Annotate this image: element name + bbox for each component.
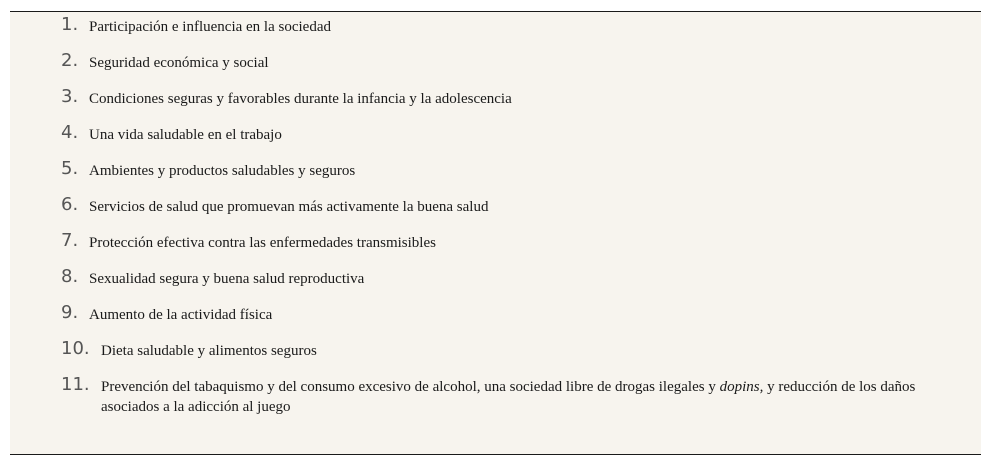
item-number: 2. (61, 50, 79, 71)
item-text: Protección efectiva contra las enfermedades transmisibles (89, 235, 436, 251)
item-text: Una vida saludable en el trabajo (89, 127, 282, 143)
item-number: 5. (61, 158, 79, 179)
item-number: 10. (61, 338, 90, 359)
item-text: Condiciones seguras y favorables durante la infancia y la adolescencia (89, 91, 512, 107)
item-number: 3. (61, 86, 79, 107)
item-text: Seguridad económica y social (89, 55, 269, 71)
item-text: Ambientes y productos saludables y seguros (89, 163, 356, 179)
item-text: Dieta saludable y alimentos seguros (101, 343, 317, 359)
item-text: Servicios de salud que promuevan más activamente la buena salud (89, 199, 489, 215)
item-number: 1. (61, 14, 79, 35)
item-text-part: Prevención del tabaquismo y del consumo excesivo de alcohol, una sociedad libre de drogas ilegales y (101, 379, 720, 395)
item-text: Participación e influencia en la sociedad (89, 19, 331, 35)
item-number: 7. (61, 230, 79, 251)
item-text-part: y reducción de los daños asociados a la adicción al juego (101, 379, 916, 415)
item-number: 8. (61, 266, 79, 287)
item-number: 4. (61, 122, 79, 143)
item-number: 9. (61, 302, 79, 323)
item-text (101, 377, 931, 417)
item-number: 6. (61, 194, 79, 215)
item-text-italic: dopins, (719, 379, 764, 395)
item-number: 11. (61, 374, 90, 395)
item-text: Sexualidad segura y buena salud reproductiva (89, 271, 365, 287)
item-text: Aumento de la actividad física (89, 307, 273, 323)
objectives-panel (10, 11, 981, 455)
